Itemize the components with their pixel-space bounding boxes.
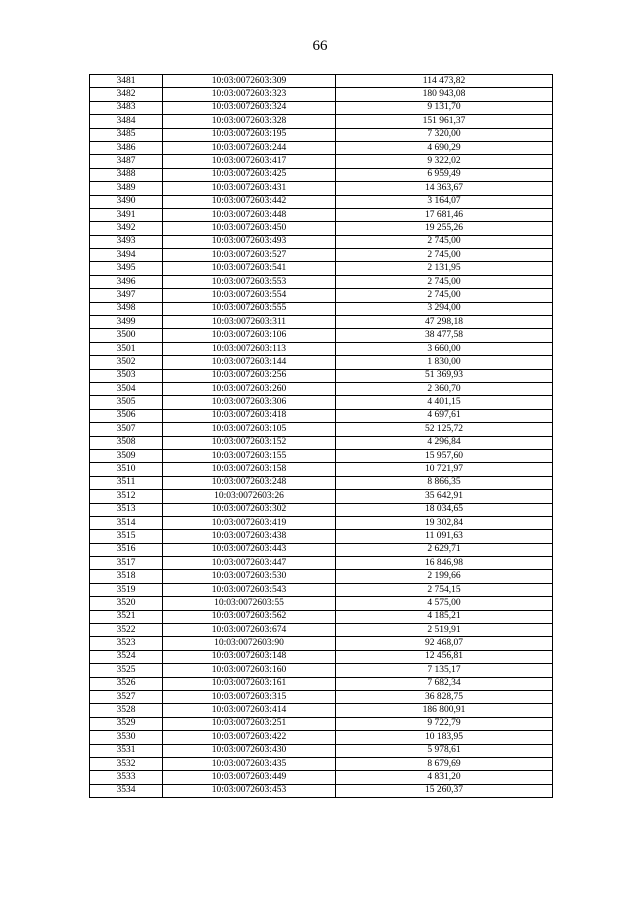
amount-cell: 15 260,37 xyxy=(336,784,553,797)
amount-cell: 7 135,17 xyxy=(336,664,553,677)
cadastral-number-cell: 10:03:0072603:55 xyxy=(163,597,336,610)
table-row xyxy=(90,490,553,503)
row-number-cell: 3526 xyxy=(90,677,163,690)
cadastral-number-cell: 10:03:0072603:315 xyxy=(163,690,336,703)
row-number-cell: 3516 xyxy=(90,543,163,556)
table-row xyxy=(90,543,553,556)
row-number-cell: 3506 xyxy=(90,409,163,422)
amount-cell: 9 322,02 xyxy=(336,155,553,168)
cadastral-number-cell: 10:03:0072603:158 xyxy=(163,463,336,476)
table-row xyxy=(90,704,553,717)
table-row xyxy=(90,382,553,395)
table-row xyxy=(90,369,553,382)
amount-cell: 2 629,71 xyxy=(336,543,553,556)
cadastral-number-cell: 10:03:0072603:148 xyxy=(163,650,336,663)
amount-cell: 1 830,00 xyxy=(336,356,553,369)
row-number-cell: 3490 xyxy=(90,195,163,208)
amount-cell: 18 034,65 xyxy=(336,503,553,516)
row-number-cell: 3486 xyxy=(90,141,163,154)
row-number-cell: 3495 xyxy=(90,262,163,275)
cadastral-number-cell: 10:03:0072603:161 xyxy=(163,677,336,690)
table-row xyxy=(90,557,553,570)
amount-cell: 35 642,91 xyxy=(336,490,553,503)
table-row xyxy=(90,141,553,154)
table-row xyxy=(90,316,553,329)
table-row xyxy=(90,503,553,516)
table-row xyxy=(90,356,553,369)
cadastral-number-cell: 10:03:0072603:431 xyxy=(163,182,336,195)
row-number-cell: 3524 xyxy=(90,650,163,663)
table-row xyxy=(90,302,553,315)
amount-cell: 52 125,72 xyxy=(336,423,553,436)
row-number-cell: 3481 xyxy=(90,75,163,88)
row-number-cell: 3517 xyxy=(90,557,163,570)
amount-cell: 9 131,70 xyxy=(336,101,553,114)
row-number-cell: 3520 xyxy=(90,597,163,610)
row-number-cell: 3492 xyxy=(90,222,163,235)
cadastral-number-cell: 10:03:0072603:160 xyxy=(163,664,336,677)
row-number-cell: 3498 xyxy=(90,302,163,315)
amount-cell: 14 363,67 xyxy=(336,182,553,195)
row-number-cell: 3501 xyxy=(90,342,163,355)
row-number-cell: 3496 xyxy=(90,275,163,288)
cadastral-number-cell: 10:03:0072603:442 xyxy=(163,195,336,208)
table-row xyxy=(90,436,553,449)
table-row xyxy=(90,757,553,770)
amount-cell: 2 754,15 xyxy=(336,583,553,596)
table-row xyxy=(90,289,553,302)
table-row xyxy=(90,744,553,757)
cadastral-number-cell: 10:03:0072603:90 xyxy=(163,637,336,650)
table-row xyxy=(90,677,553,690)
row-number-cell: 3518 xyxy=(90,570,163,583)
row-number-cell: 3511 xyxy=(90,476,163,489)
table-row xyxy=(90,275,553,288)
table-row xyxy=(90,182,553,195)
row-number-cell: 3487 xyxy=(90,155,163,168)
table-row xyxy=(90,329,553,342)
row-number-cell: 3491 xyxy=(90,208,163,221)
cadastral-number-cell: 10:03:0072603:453 xyxy=(163,784,336,797)
amount-cell: 7 320,00 xyxy=(336,128,553,141)
cadastral-number-cell: 10:03:0072603:309 xyxy=(163,75,336,88)
table-row xyxy=(90,570,553,583)
cadastral-number-cell: 10:03:0072603:562 xyxy=(163,610,336,623)
table-row xyxy=(90,583,553,596)
cadastral-number-cell: 10:03:0072603:443 xyxy=(163,543,336,556)
table-row xyxy=(90,731,553,744)
row-number-cell: 3514 xyxy=(90,516,163,529)
table-row xyxy=(90,168,553,181)
amount-cell: 11 091,63 xyxy=(336,530,553,543)
page-number: 66 xyxy=(312,38,328,54)
amount-cell: 16 846,98 xyxy=(336,557,553,570)
amount-cell: 2 745,00 xyxy=(336,235,553,248)
cadastral-number-cell: 10:03:0072603:448 xyxy=(163,208,336,221)
amount-cell: 4 401,15 xyxy=(336,396,553,409)
row-number-cell: 3528 xyxy=(90,704,163,717)
cadastral-number-cell: 10:03:0072603:328 xyxy=(163,115,336,128)
cadastral-number-cell: 10:03:0072603:26 xyxy=(163,490,336,503)
cadastral-number-cell: 10:03:0072603:248 xyxy=(163,476,336,489)
amount-cell: 4 185,21 xyxy=(336,610,553,623)
row-number-cell: 3485 xyxy=(90,128,163,141)
amount-cell: 151 961,37 xyxy=(336,115,553,128)
table-row xyxy=(90,195,553,208)
cadastral-number-cell: 10:03:0072603:106 xyxy=(163,329,336,342)
table-row xyxy=(90,155,553,168)
row-number-cell: 3509 xyxy=(90,449,163,462)
cadastral-number-cell: 10:03:0072603:260 xyxy=(163,382,336,395)
amount-cell: 36 828,75 xyxy=(336,690,553,703)
cadastral-number-cell: 10:03:0072603:311 xyxy=(163,316,336,329)
amount-cell: 47 298,18 xyxy=(336,316,553,329)
amount-cell: 3 294,00 xyxy=(336,302,553,315)
amount-cell: 5 978,61 xyxy=(336,744,553,757)
amount-cell: 51 369,93 xyxy=(336,369,553,382)
table-row xyxy=(90,249,553,262)
cadastral-number-cell: 10:03:0072603:430 xyxy=(163,744,336,757)
cadastral-number-cell: 10:03:0072603:323 xyxy=(163,88,336,101)
amount-cell: 38 477,58 xyxy=(336,329,553,342)
cadastral-number-cell: 10:03:0072603:530 xyxy=(163,570,336,583)
amount-cell: 8 679,69 xyxy=(336,757,553,770)
row-number-cell: 3525 xyxy=(90,664,163,677)
table-row xyxy=(90,717,553,730)
cadastral-number-cell: 10:03:0072603:555 xyxy=(163,302,336,315)
table-row xyxy=(90,409,553,422)
amount-cell: 19 255,26 xyxy=(336,222,553,235)
table-row xyxy=(90,650,553,663)
cadastral-number-cell: 10:03:0072603:418 xyxy=(163,409,336,422)
row-number-cell: 3482 xyxy=(90,88,163,101)
amount-cell: 2 360,70 xyxy=(336,382,553,395)
amount-cell: 4 690,29 xyxy=(336,141,553,154)
cadastral-number-cell: 10:03:0072603:251 xyxy=(163,717,336,730)
table-body xyxy=(90,75,553,798)
cadastral-number-cell: 10:03:0072603:447 xyxy=(163,557,336,570)
cadastral-number-cell: 10:03:0072603:425 xyxy=(163,168,336,181)
cadastral-number-cell: 10:03:0072603:105 xyxy=(163,423,336,436)
row-number-cell: 3497 xyxy=(90,289,163,302)
row-number-cell: 3503 xyxy=(90,369,163,382)
table-row xyxy=(90,516,553,529)
table-row xyxy=(90,222,553,235)
amount-cell: 2 131,95 xyxy=(336,262,553,275)
amount-cell: 2 745,00 xyxy=(336,249,553,262)
cadastral-number-cell: 10:03:0072603:244 xyxy=(163,141,336,154)
row-number-cell: 3527 xyxy=(90,690,163,703)
row-number-cell: 3508 xyxy=(90,436,163,449)
row-number-cell: 3515 xyxy=(90,530,163,543)
row-number-cell: 3522 xyxy=(90,624,163,637)
cadastral-number-cell: 10:03:0072603:554 xyxy=(163,289,336,302)
cadastral-number-cell: 10:03:0072603:155 xyxy=(163,449,336,462)
row-number-cell: 3531 xyxy=(90,744,163,757)
cadastral-number-cell: 10:03:0072603:449 xyxy=(163,771,336,784)
row-number-cell: 3519 xyxy=(90,583,163,596)
row-number-cell: 3532 xyxy=(90,757,163,770)
amount-cell: 6 959,49 xyxy=(336,168,553,181)
cadastral-number-cell: 10:03:0072603:438 xyxy=(163,530,336,543)
row-number-cell: 3507 xyxy=(90,423,163,436)
row-number-cell: 3502 xyxy=(90,356,163,369)
amount-cell: 92 468,07 xyxy=(336,637,553,650)
row-number-cell: 3505 xyxy=(90,396,163,409)
amount-cell: 2 199,66 xyxy=(336,570,553,583)
table-row xyxy=(90,449,553,462)
row-number-cell: 3523 xyxy=(90,637,163,650)
amount-cell: 3 164,07 xyxy=(336,195,553,208)
row-number-cell: 3521 xyxy=(90,610,163,623)
amount-cell: 9 722,79 xyxy=(336,717,553,730)
cadastral-number-cell: 10:03:0072603:256 xyxy=(163,369,336,382)
table-row xyxy=(90,624,553,637)
cadastral-number-cell: 10:03:0072603:113 xyxy=(163,342,336,355)
cadastral-number-cell: 10:03:0072603:324 xyxy=(163,101,336,114)
cadastral-number-cell: 10:03:0072603:493 xyxy=(163,235,336,248)
row-number-cell: 3488 xyxy=(90,168,163,181)
row-number-cell: 3530 xyxy=(90,731,163,744)
cadastral-number-cell: 10:03:0072603:417 xyxy=(163,155,336,168)
cadastral-number-cell: 10:03:0072603:435 xyxy=(163,757,336,770)
cadastral-number-cell: 10:03:0072603:414 xyxy=(163,704,336,717)
row-number-cell: 3483 xyxy=(90,101,163,114)
table-row xyxy=(90,637,553,650)
cadastral-number-cell: 10:03:0072603:195 xyxy=(163,128,336,141)
amount-cell: 4 697,61 xyxy=(336,409,553,422)
data-table xyxy=(89,74,553,798)
cadastral-number-cell: 10:03:0072603:541 xyxy=(163,262,336,275)
table-row xyxy=(90,88,553,101)
table-row xyxy=(90,597,553,610)
amount-cell: 186 800,91 xyxy=(336,704,553,717)
cadastral-number-cell: 10:03:0072603:306 xyxy=(163,396,336,409)
cadastral-number-cell: 10:03:0072603:152 xyxy=(163,436,336,449)
cadastral-number-cell: 10:03:0072603:450 xyxy=(163,222,336,235)
row-number-cell: 3493 xyxy=(90,235,163,248)
table-row xyxy=(90,128,553,141)
cadastral-number-cell: 10:03:0072603:302 xyxy=(163,503,336,516)
row-number-cell: 3500 xyxy=(90,329,163,342)
amount-cell: 4 575,00 xyxy=(336,597,553,610)
row-number-cell: 3489 xyxy=(90,182,163,195)
amount-cell: 3 660,00 xyxy=(336,342,553,355)
amount-cell: 17 681,46 xyxy=(336,208,553,221)
cadastral-number-cell: 10:03:0072603:419 xyxy=(163,516,336,529)
table-row xyxy=(90,771,553,784)
amount-cell: 2 745,00 xyxy=(336,275,553,288)
cadastral-number-cell: 10:03:0072603:543 xyxy=(163,583,336,596)
table-row xyxy=(90,342,553,355)
row-number-cell: 3513 xyxy=(90,503,163,516)
table-row xyxy=(90,476,553,489)
row-number-cell: 3499 xyxy=(90,316,163,329)
table-row xyxy=(90,75,553,88)
table-row xyxy=(90,423,553,436)
table-row xyxy=(90,610,553,623)
amount-cell: 12 456,81 xyxy=(336,650,553,663)
cadastral-number-cell: 10:03:0072603:527 xyxy=(163,249,336,262)
row-number-cell: 3534 xyxy=(90,784,163,797)
row-number-cell: 3529 xyxy=(90,717,163,730)
table-row xyxy=(90,208,553,221)
table-row xyxy=(90,396,553,409)
table-row xyxy=(90,463,553,476)
amount-cell: 4 296,84 xyxy=(336,436,553,449)
amount-cell: 2 519,91 xyxy=(336,624,553,637)
table-row xyxy=(90,784,553,797)
amount-cell: 19 302,84 xyxy=(336,516,553,529)
amount-cell: 4 831,20 xyxy=(336,771,553,784)
amount-cell: 2 745,00 xyxy=(336,289,553,302)
table-row xyxy=(90,101,553,114)
table-row xyxy=(90,530,553,543)
row-number-cell: 3512 xyxy=(90,490,163,503)
amount-cell: 10 183,95 xyxy=(336,731,553,744)
row-number-cell: 3484 xyxy=(90,115,163,128)
cadastral-number-cell: 10:03:0072603:553 xyxy=(163,275,336,288)
amount-cell: 8 866,35 xyxy=(336,476,553,489)
amount-cell: 10 721,97 xyxy=(336,463,553,476)
row-number-cell: 3494 xyxy=(90,249,163,262)
cadastral-number-cell: 10:03:0072603:144 xyxy=(163,356,336,369)
row-number-cell: 3533 xyxy=(90,771,163,784)
row-number-cell: 3510 xyxy=(90,463,163,476)
amount-cell: 114 473,82 xyxy=(336,75,553,88)
row-number-cell: 3504 xyxy=(90,382,163,395)
table-row xyxy=(90,664,553,677)
table-row xyxy=(90,690,553,703)
table-row xyxy=(90,235,553,248)
amount-cell: 180 943,08 xyxy=(336,88,553,101)
cadastral-number-cell: 10:03:0072603:674 xyxy=(163,624,336,637)
cadastral-number-cell: 10:03:0072603:422 xyxy=(163,731,336,744)
table-row xyxy=(90,262,553,275)
amount-cell: 7 682,34 xyxy=(336,677,553,690)
amount-cell: 15 957,60 xyxy=(336,449,553,462)
table-row xyxy=(90,115,553,128)
